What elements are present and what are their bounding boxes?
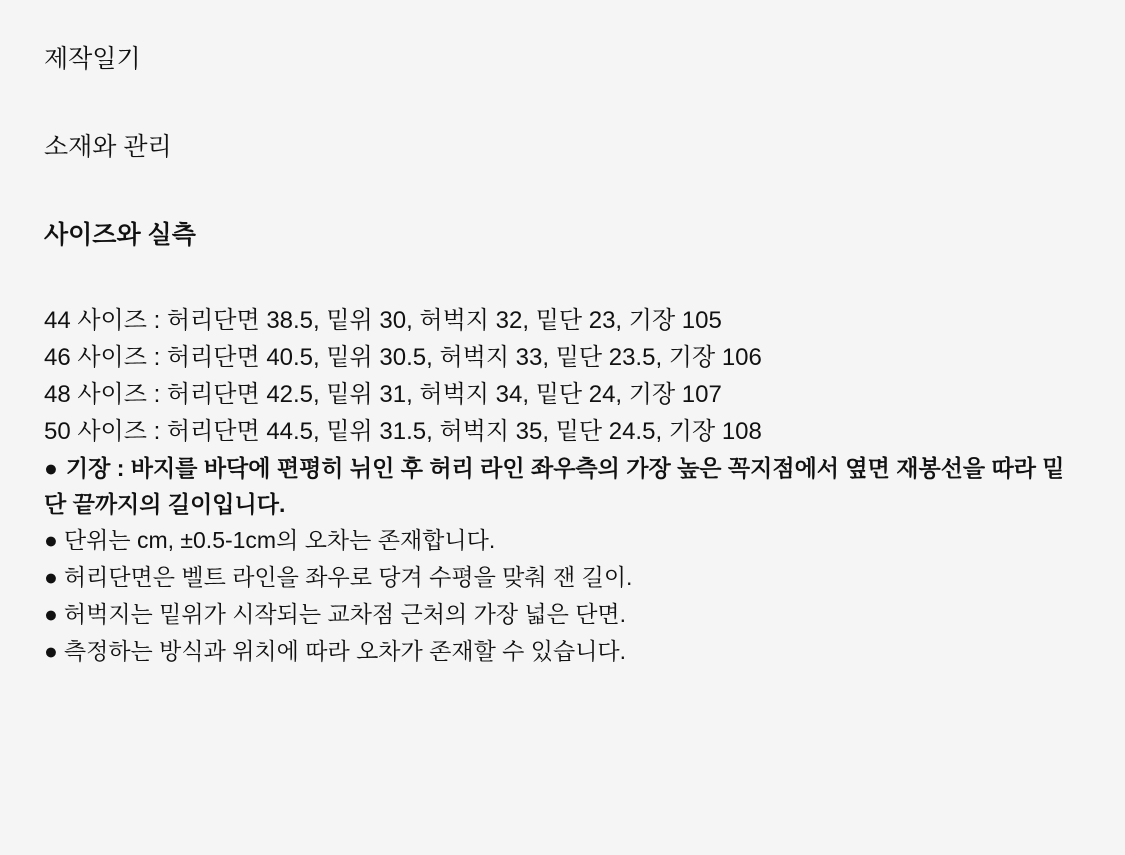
measurement-notes-list	[44, 450, 1081, 670]
size-spec-list	[44, 302, 1081, 450]
size-spec-row: 48 사이즈 : 허리단면 42.5, 밑위 31, 허벅지 34, 밑단 24, 기장 107	[44, 381, 722, 408]
bullet-icon: ●	[44, 455, 58, 481]
note-item	[44, 522, 1081, 559]
note-text: 단위는 cm, ±0.5-1cm의 오차는 존재합니다.	[63, 527, 496, 553]
section-heading-material-care: 소재와 관리	[44, 133, 172, 161]
note-item	[44, 596, 1081, 633]
note-text: 허리단면은 벨트 라인을 좌우로 당겨 수평을 맞춰 잰 길이.	[63, 564, 633, 590]
section-heading-size-measurements: 사이즈와 실측	[44, 221, 196, 249]
size-spec-row: 50 사이즈 : 허리단면 44.5, 밑위 31.5, 허벅지 35, 밑단 24.5, 기장 108	[44, 418, 762, 445]
note-text: 측정하는 방식과 위치에 따라 오차가 존재할 수 있습니다.	[63, 638, 627, 664]
note-text: 허벅지는 밑위가 시작되는 교차점 근처의 가장 넓은 단면.	[63, 601, 627, 627]
page-title-production-diary: 제작일기	[44, 45, 141, 73]
size-spec-row: 44 사이즈 : 허리단면 38.5, 밑위 30, 허벅지 32, 밑단 23, 기장 105	[44, 307, 722, 334]
bullet-icon: ●	[44, 638, 58, 664]
note-item	[44, 450, 1081, 522]
note-item	[44, 559, 1081, 596]
bullet-icon: ●	[44, 564, 58, 590]
bullet-icon: ●	[44, 601, 58, 627]
note-text: 기장 : 바지를 바닥에 편평히 뉘인 후 허리 라인 좌우측의 가장 높은 꼭지점에서 옆면 재봉선을 따라 밑단 끝까지의 길이입니다.	[44, 455, 1065, 517]
note-item	[44, 633, 1081, 670]
size-spec-row: 46 사이즈 : 허리단면 40.5, 밑위 30.5, 허벅지 33, 밑단 23.5, 기장 106	[44, 344, 762, 371]
bullet-icon: ●	[44, 527, 58, 553]
